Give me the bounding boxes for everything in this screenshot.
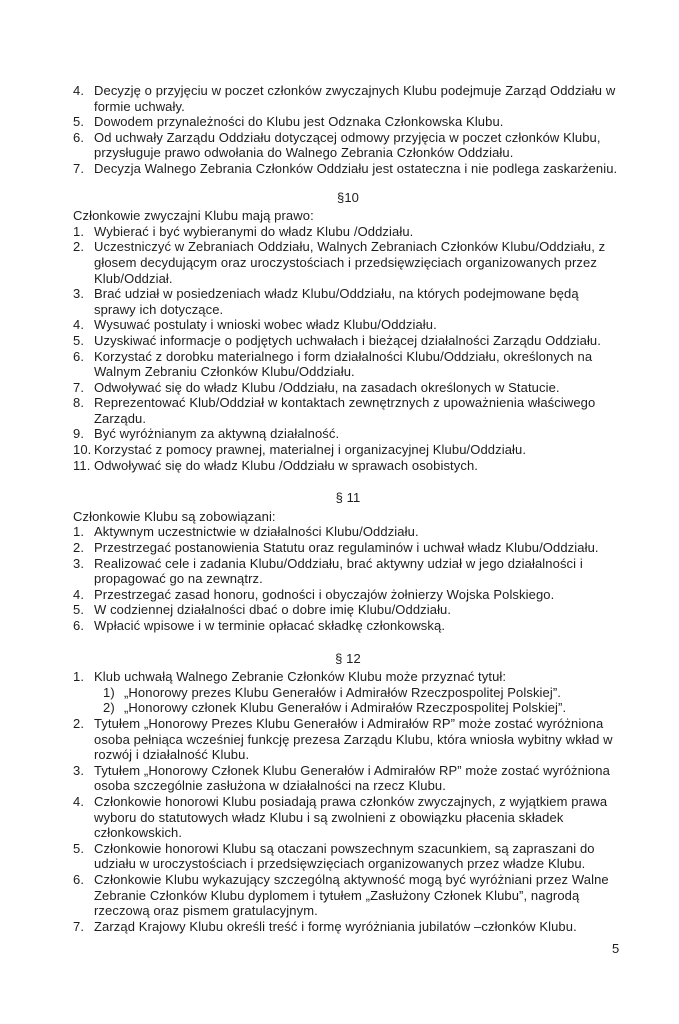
list-item [73,458,623,474]
list-item-text: Tytułem „Honorowy Członek Klubu Generałów i Admirałów RP” może zostać wyróżniona osoba szczególnie zasłużona w działalności na rzecz Klubu. [94,762,610,794]
list-item-text: Aktywnym uczestnictwie w działalności Klubu/Oddziału. [94,524,419,540]
list-item-number: 2) [103,700,115,716]
list-item [73,83,623,114]
list-item-text: Członkowie Klubu wykazujący szczególną aktywność mogą być wyróżniani przez Walne Zebranie Członków Klubu dyplomem i tytułem „Zasłużony Członek Klubu”, nagrodą rzeczową oraz pismem gratulacyjnym. [94,871,609,919]
sub-list-item [103,685,623,701]
list-item-text: Uzyskiwać informacje o podjętych uchwałach i bieżącej działalności Zarządu Oddziału. [94,332,601,348]
list-item-text: Przestrzegać zasad honoru, godności i obyczajów żołnierzy Wojska Polskiego. [94,586,555,602]
list-item-text: Tytułem „Honorowy Prezes Klubu Generałów i Admirałów RP” może zostać wyróżniona osoba pełniąca wcześniej funkcję prezesa Zarządu Klubu, która wniosła wybitny wkład w rozwój i działalność Klubu. [94,715,613,763]
list-item-number: 4. [73,586,85,602]
list-item [73,602,623,618]
list-item-text: Korzystać z dorobku materialnego i form działalności Klubu/Oddziału, określonych na Walnym Zebraniu Członków Klubu/Oddziału. [94,348,593,380]
list-item-number: 5. [73,840,85,856]
list-item [73,872,623,919]
list-item-text: Członkowie honorowi Klubu są otaczani powszechnym szacunkiem, są zapraszani do udziału w uroczystościach i przedsięwzięciach organizowanych przez władze Klubu. [94,840,595,872]
list-item-text: Zarząd Krajowy Klubu określi treść i formę wyróżniania jubilatów –członków Klubu. [94,918,577,934]
list-item-number: 4. [73,317,85,333]
list-item-text: Wysuwać postulaty i wnioski wobec władz Klubu/Oddziału. [94,317,437,333]
section-12 [73,669,623,934]
list-item-text: Reprezentować Klub/Oddział w kontaktach zewnętrznych z upoważnienia właściwego Zarządu. [94,395,596,426]
list-item-text: Przestrzegać postanowienia Statutu oraz regulaminów i uchwał władz Klubu/Oddziału. [94,540,599,556]
list-item-text: Decyzję o przyjęciu w poczet członków zwyczajnych Klubu podejmuje Zarząd Oddziału w formie uchwały. [94,83,616,114]
list-item-number: 11. [73,457,91,473]
list-item-number: 6. [73,129,85,145]
list-item-text: Wybierać i być wybieranymi do władz Klubu /Oddziału. [94,223,414,239]
list-item-text: Od uchwały Zarządu Oddziału dotyczącej odmowy przyjęcia w poczet członków Klubu, przysługuje prawo odwołania do Walnego Zebrania Członków Oddziału. [94,129,601,161]
list-item [73,556,623,587]
list-item [73,130,623,161]
list-item-number: 5. [73,114,85,130]
list-item [73,317,623,333]
list-item-number: 4. [73,793,85,809]
list-item [73,286,623,317]
list-item-number: 5. [73,332,85,348]
list-item [73,349,623,380]
list-item-number: 9. [73,426,85,442]
list-item-text: W codziennej działalności dbać o dobre imię Klubu/Oddziału. [94,602,452,618]
list-item-number: 1. [73,669,85,685]
list-item [73,395,623,426]
list-item-text: Brać udział w posiedzeniach władz Klubu/Oddziału, na których podejmowane będą sprawy ich dotyczące. [94,286,579,317]
section-heading-11: § 11 [335,490,361,506]
list-item-number: 8. [73,395,85,411]
list-item-number: 1. [73,223,85,239]
list-item [73,794,623,841]
list-item-number: 6. [73,871,85,887]
list-item-text: „Honorowy prezes Klubu Generałów i Admirałów Rzeczpospolitej Polskiej”. [124,684,562,700]
list-item-text: Być wyróżnianym za aktywną działalność. [94,426,340,442]
list-item-number: 3. [73,555,85,571]
list-item-text: Dowodem przynależności do Klubu jest Odznaka Członkowska Klubu. [94,114,504,130]
sub-list [73,685,623,716]
pre-section-list [73,83,623,177]
list-item [73,919,623,935]
list-item [73,763,623,794]
list-item-number: 4. [73,83,85,98]
section-lead: Członkowie Klubu są zobowiązani: [73,508,276,524]
list-item [73,716,623,763]
list-item-text: „Honorowy członek Klubu Generałów i Admirałów Rzeczpospolitej Polskiej”. [124,700,567,716]
list-item [73,114,623,130]
list-item [73,618,623,634]
section-heading-10: §10 [337,189,359,205]
list-item-text: Odwoływać się do władz Klubu /Oddziału, na zasadach określonych w Statucie. [94,379,560,395]
list-item-number: 3. [73,286,85,302]
list-item-number: 2. [73,715,85,731]
sub-list-item [103,700,623,716]
section-heading-12: § 12 [335,650,361,666]
list-item-text: Wpłacić wpisowe i w terminie opłacać składkę członkowską. [94,618,446,633]
list-item-number: 10. [73,442,92,458]
list-item-text: Członkowie honorowi Klubu posiadają prawa członków zwyczajnych, z wyjątkiem prawa wyboru do statutowych władz Klubu i są zwolnieni z obowiązku płacenia składek członkowskich. [94,793,608,841]
list-item-number: 7. [73,160,85,176]
list-item [73,524,623,540]
list-item-text: Klub uchwałą Walnego Zebranie Członków Klubu może przyznać tytuł: [94,669,507,685]
list-item-number: 7. [73,379,85,395]
list-item-number: 3. [73,762,85,778]
list-item [73,540,623,556]
list-item-number: 6. [73,348,85,364]
list-item [73,841,623,872]
list-item [73,426,623,442]
list-item [73,442,623,458]
list-item-number: 6. [73,618,85,633]
list-item-number: 5. [73,602,85,618]
list-item [73,224,623,240]
list-item [73,239,623,286]
list-item-text: Realizować cele i zadania Klubu/Oddziału, brać aktywny udział w jego działalności i propagować go na zewnątrz. [94,555,583,587]
list-item-text: Decyzja Walnego Zebrania Członków Oddziału jest ostateczna i nie podlega zaskarżeniu. [94,160,618,176]
list-item [73,587,623,603]
page-number: 5 [612,941,620,956]
section-lead: Członkowie zwyczajni Klubu mają prawo: [73,208,314,224]
list-item-number: 7. [73,918,85,934]
list-item-number: 2. [73,540,85,556]
list-item-number: 1. [73,524,85,540]
section-11 [73,509,623,634]
list-item-number: 2. [73,239,85,255]
list-item-number: 1) [103,684,115,700]
section-10 [73,208,623,473]
list-item-text: Odwoływać się do władz Klubu /Oddziału w sprawach osobistych. [94,457,479,473]
list-item-text: Korzystać z pomocy prawnej, materialnej i organizacyjnej Klubu/Oddziału. [94,442,527,458]
list-item [73,380,623,396]
list-item-text: Uczestniczyć w Zebraniach Oddziału, Walnych Zebraniach Członków Klubu/Oddziału, z głosem decydującym oraz uroczystościach i przedsięwzięciach organizowanych przez Klub/Oddział. [94,239,606,286]
list-item [73,333,623,349]
list-item [73,669,623,685]
list-item [73,161,623,177]
document-body [73,83,623,934]
